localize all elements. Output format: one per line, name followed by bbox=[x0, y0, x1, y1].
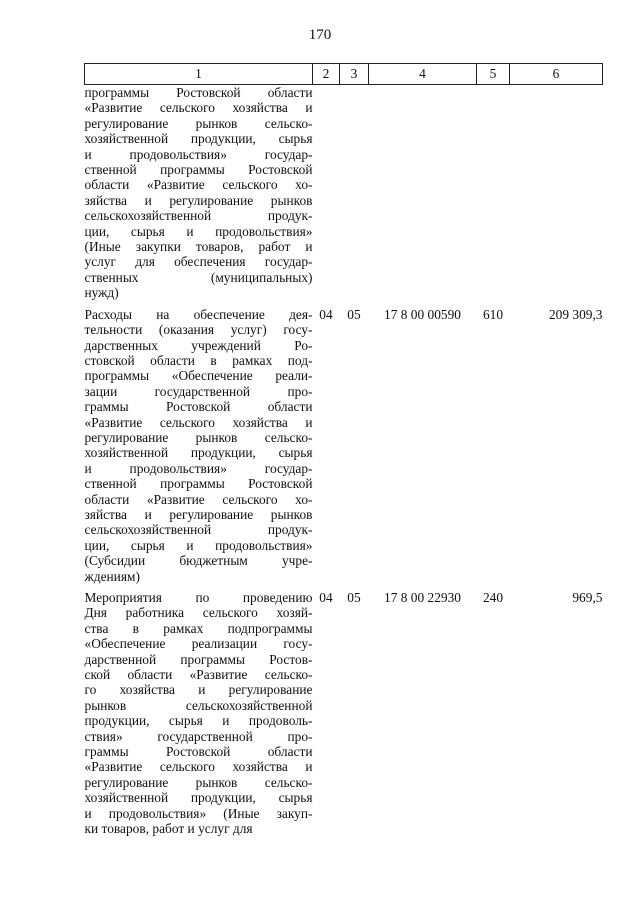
description-line: продукции, сырья и продоволь- bbox=[84, 713, 313, 729]
description-line: Дня работника сельского хозяй- bbox=[84, 605, 313, 621]
description-line: нужд) bbox=[84, 285, 119, 301]
target-article-cell: 17 8 00 00590 bbox=[384, 306, 461, 322]
expense-type-cell: 240 bbox=[482, 590, 504, 605]
description-line: ской области «Развитие сельско- bbox=[84, 667, 313, 683]
subsection-code-cell: 05 bbox=[347, 306, 361, 322]
description-line: хозяйственной продукции, сырья bbox=[84, 445, 313, 461]
description-line: хозяйственной продукции, сырья bbox=[84, 131, 313, 147]
description-line: области «Развитие сельского хо- bbox=[84, 177, 313, 193]
description-line: стовской области в рамках под- bbox=[84, 352, 313, 368]
header-col-3: 3 bbox=[340, 64, 369, 85]
description-line: регулирование рынков сельско- bbox=[84, 429, 313, 445]
expense-type-cell: 610 bbox=[482, 306, 504, 322]
description-line: услуг для обеспечения государ- bbox=[84, 254, 313, 270]
description-line: го хозяйства и регулирование bbox=[84, 682, 313, 698]
description-line: области «Развитие сельского хо- bbox=[84, 491, 313, 507]
description-line: программы Ростовской области bbox=[84, 85, 313, 100]
description-line: Мероприятия по проведению bbox=[84, 590, 313, 605]
description-line: и продовольствия» (Иные закуп- bbox=[84, 805, 313, 821]
description-line: и продовольствия» государ- bbox=[84, 460, 313, 476]
description-line: граммы Ростовской области bbox=[84, 744, 313, 760]
section-code-cell bbox=[313, 85, 340, 301]
description-line: граммы Ростовской области bbox=[84, 399, 313, 415]
description-line: ции, сырья и продовольствия» bbox=[84, 537, 313, 553]
description-line: ственной программы Ростовской bbox=[84, 162, 313, 178]
description-cell bbox=[85, 590, 313, 837]
description-line: ственных (муниципальных) bbox=[84, 269, 313, 285]
description-line: ции, сырья и продовольствия» bbox=[84, 223, 313, 239]
description-line: регулирование рынков сельско- bbox=[84, 774, 313, 790]
header-col-5: 5 bbox=[477, 64, 510, 85]
description-line: программы «Обеспечение реали- bbox=[84, 368, 313, 384]
description-line: «Развитие сельского хозяйства и bbox=[84, 100, 313, 116]
description-line: сельскохозяйственной продук- bbox=[84, 522, 313, 538]
table-row bbox=[85, 85, 603, 301]
table-body bbox=[85, 85, 603, 837]
description-cell bbox=[85, 307, 313, 584]
description-line: (Субсидии бюджетным учре- bbox=[84, 553, 313, 569]
section-code-cell: 04 bbox=[319, 590, 333, 605]
amount-cell: 969,5 bbox=[572, 590, 603, 605]
expense-type-cell bbox=[477, 85, 510, 301]
description-line: зяйства и регулирование рынков bbox=[84, 192, 313, 208]
description-line: (Иные закупки товаров, работ и bbox=[84, 239, 313, 255]
header-col-1: 1 bbox=[85, 64, 313, 85]
budget-table bbox=[84, 63, 603, 837]
table-row bbox=[85, 307, 603, 584]
table-row bbox=[85, 590, 603, 837]
header-col-6: 6 bbox=[510, 64, 603, 85]
description-line: «Обеспечение реализации госу- bbox=[84, 636, 313, 652]
amount-cell: 209 309,3 bbox=[548, 306, 603, 322]
table-header bbox=[85, 64, 603, 85]
section-code-cell: 04 bbox=[319, 306, 333, 322]
target-article-cell: 17 8 00 22930 bbox=[384, 590, 461, 605]
page-number: 170 bbox=[308, 27, 332, 43]
description-line: дарственной программы Ростов- bbox=[84, 651, 313, 667]
description-line: «Развитие сельского хозяйства и bbox=[84, 414, 313, 430]
description-line: Расходы на обеспечение дея- bbox=[84, 306, 313, 322]
description-line: ства в рамках подпрограммы bbox=[84, 620, 313, 636]
description-line: зации государственной про- bbox=[84, 383, 313, 399]
description-line: ствия» государственной про- bbox=[84, 728, 313, 744]
description-line: зяйства и регулирование рынков bbox=[84, 506, 313, 522]
subsection-code-cell bbox=[340, 85, 369, 301]
description-line: и продовольствия» государ- bbox=[84, 146, 313, 162]
description-line: ждениям) bbox=[84, 568, 140, 584]
description-line: тельности (оказания услуг) госу- bbox=[84, 322, 313, 338]
header-col-2: 2 bbox=[313, 64, 340, 85]
description-line: «Развитие сельского хозяйства и bbox=[84, 759, 313, 775]
header-col-4: 4 bbox=[369, 64, 477, 85]
amount-cell bbox=[510, 85, 603, 301]
description-line: хозяйственной продукции, сырья bbox=[84, 790, 313, 806]
target-article-cell bbox=[369, 85, 477, 301]
header-row bbox=[85, 64, 603, 85]
description-line: дарственных учреждений Ро- bbox=[84, 337, 313, 353]
subsection-code-cell: 05 bbox=[347, 590, 361, 605]
description-line: регулирование рынков сельско- bbox=[84, 115, 313, 131]
description-line: ки товаров, работ и услуг для bbox=[84, 821, 253, 837]
description-line: сельскохозяйственной продук- bbox=[84, 208, 313, 224]
description-line: ственной программы Ростовской bbox=[84, 476, 313, 492]
description-line: рынков сельскохозяйственной bbox=[84, 697, 313, 713]
description-cell bbox=[85, 85, 313, 301]
